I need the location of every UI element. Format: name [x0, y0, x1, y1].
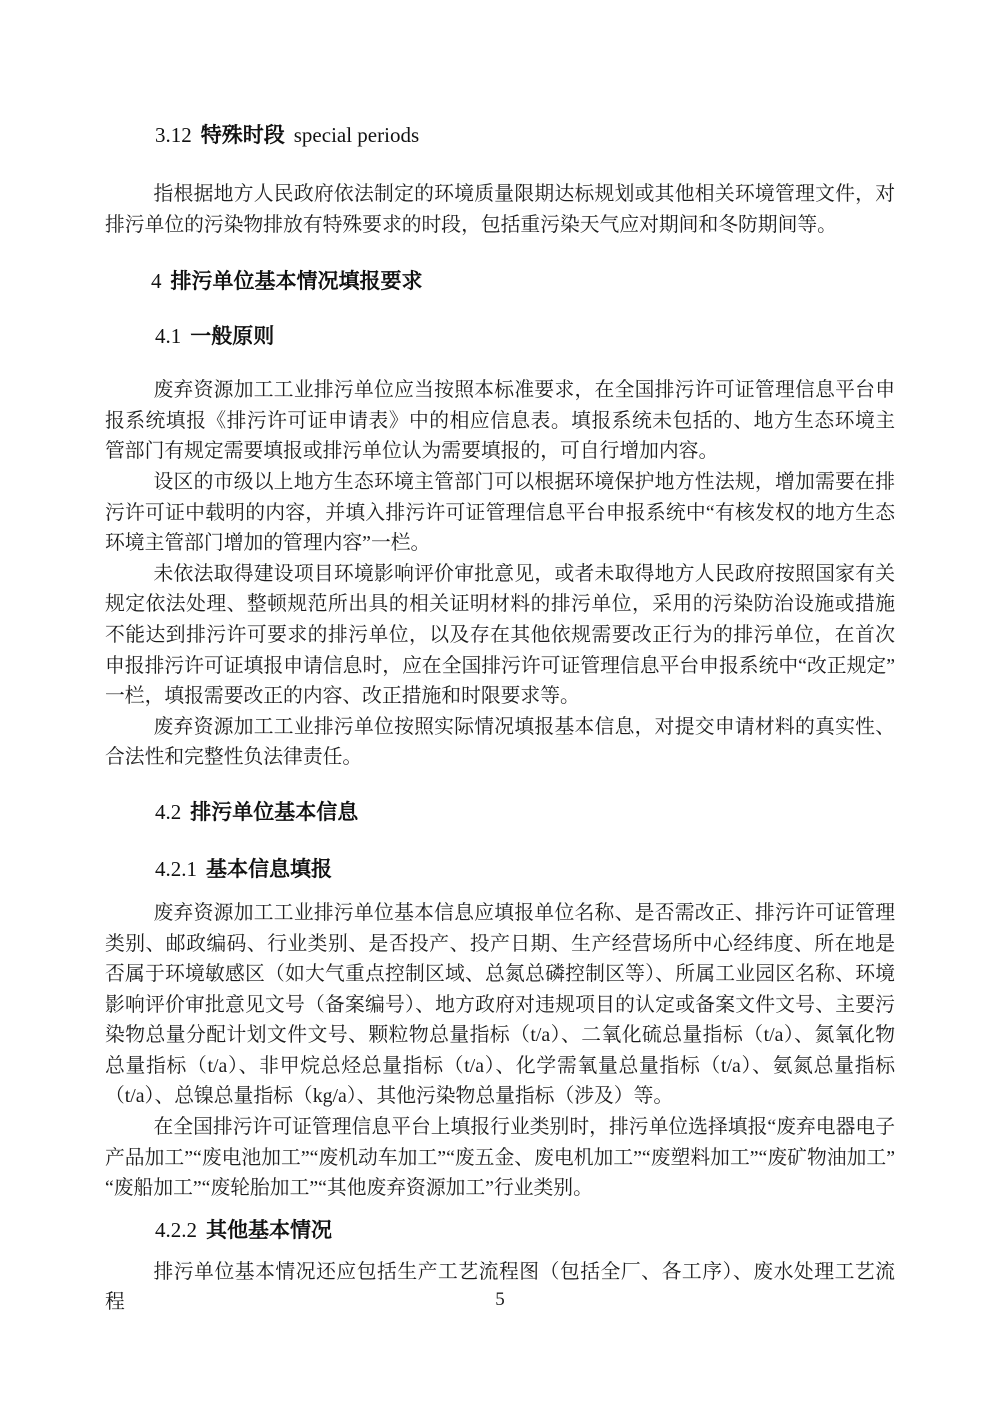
heading-title-zh: 一般原则 — [190, 325, 275, 349]
heading-number: 3.12 — [155, 123, 192, 147]
section-heading-4-1 — [105, 321, 895, 352]
heading-title-en: special periods — [293, 123, 420, 147]
heading-number: 4.2.1 — [155, 856, 197, 881]
heading-title-zh: 排污单位基本信息 — [190, 800, 359, 824]
paragraph-general-principle-4: 废弃资源加工工业排污单位按照实际情况填报基本信息，对提交申请材料的真实性、合法性和完整性负法律责任。 — [105, 715, 895, 769]
heading-number: 4.2 — [155, 799, 182, 824]
section-heading-4-2-1 — [105, 854, 895, 885]
heading-number: 4.1 — [155, 324, 182, 349]
section-heading-3-12 — [105, 120, 895, 151]
heading-title-zh: 排污单位基本情况填报要求 — [170, 270, 423, 294]
section-heading-4-2-2 — [105, 1215, 895, 1246]
paragraph-basic-info-items: 废弃资源加工工业排污单位基本信息应填报单位名称、是否需改正、排污许可证管理类别、邮政编码、行业类别、是否投产、投产日期、生产经营场所中心经纬度、所在地是否属于环境敏感区（如大气重点控制区域、总氮总磷控制区等）、所属工业园区名称、环境影响评价审批意见文号（备案编号）、地方政府对违规项目的认定或备案文件文号、主要污染物总量分配计划文件文号、颗粒物总量指标（t/a）、二氧化硫总量指标（t/a）、氮氧化物总量指标（t/a）、非甲烷总烃总量指标（t/a）、化学需氧量总量指标（t/a）、氨氮总量指标（t/a）、总镍总量指标（kg/a）、其他污染物总量指标（涉及）等。 — [105, 901, 895, 1108]
paragraph-special-periods-definition: 指根据地方人民政府依法制定的环境质量限期达标规划或其他相关环境管理文件，对排污单位的污染物排放有特殊要求的时段，包括重污染天气应对期间和冬防期间等。 — [105, 183, 895, 236]
section-heading-4 — [105, 266, 895, 297]
heading-number: 4.2.2 — [155, 1217, 197, 1242]
paragraph-industry-category-options: 在全国排污许可证管理信息平台上填报行业类别时，排污单位选择填报“废弃电器电子产品加工”“废电池加工”“废机动车加工”“废五金、废电机加工”“废塑料加工”“废矿物油加工”“废船加工”“废轮胎加工”“其他废弃资源加工”行业类别。 — [105, 1116, 895, 1200]
page-number: 5 — [495, 1289, 505, 1310]
section-heading-4-2 — [105, 797, 895, 828]
paragraph-general-principle-1: 废弃资源加工工业排污单位应当按照本标准要求，在全国排污许可证管理信息平台申报系统填报《排污许可证申请表》中的相应信息表。填报系统未包括的、地方生态环境主管部门有规定需要填报或排污单位认为需要填报的，可自行增加内容。 — [105, 379, 895, 463]
heading-title-zh: 其他基本情况 — [206, 1218, 332, 1242]
heading-title-zh: 基本信息填报 — [206, 857, 332, 881]
paragraph-general-principle-2: 设区的市级以上地方生态环境主管部门可以根据环境保护地方性法规，增加需要在排污许可证中载明的内容，并填入排污许可证管理信息平台申报系统中“有核发权的地方生态环境主管部门增加的管理内容”一栏。 — [105, 470, 895, 555]
heading-title-zh: 特殊时段 — [200, 124, 285, 147]
paragraph-general-principle-3: 未依法取得建设项目环境影响评价审批意见，或者未取得地方人民政府按照国家有关规定依法处理、整顿规范所出具的相关证明材料的排污单位，采用的污染防治设施或措施不能达到排污许可要求的排污单位，以及存在其他依规需要改正行为的排污单位，在首次申报排污许可证填报申请信息时，应在全国排污许可证管理信息平台申报系统中“改正规定”一栏，填报需要改正的内容、改正措施和时限要求等。 — [105, 562, 895, 708]
paragraph-other-basic-info: 排污单位基本情况还应包括生产工艺流程图（包括全厂、各工序）、废水处理工艺流程 — [105, 1260, 895, 1314]
heading-number: 4 — [151, 269, 162, 294]
